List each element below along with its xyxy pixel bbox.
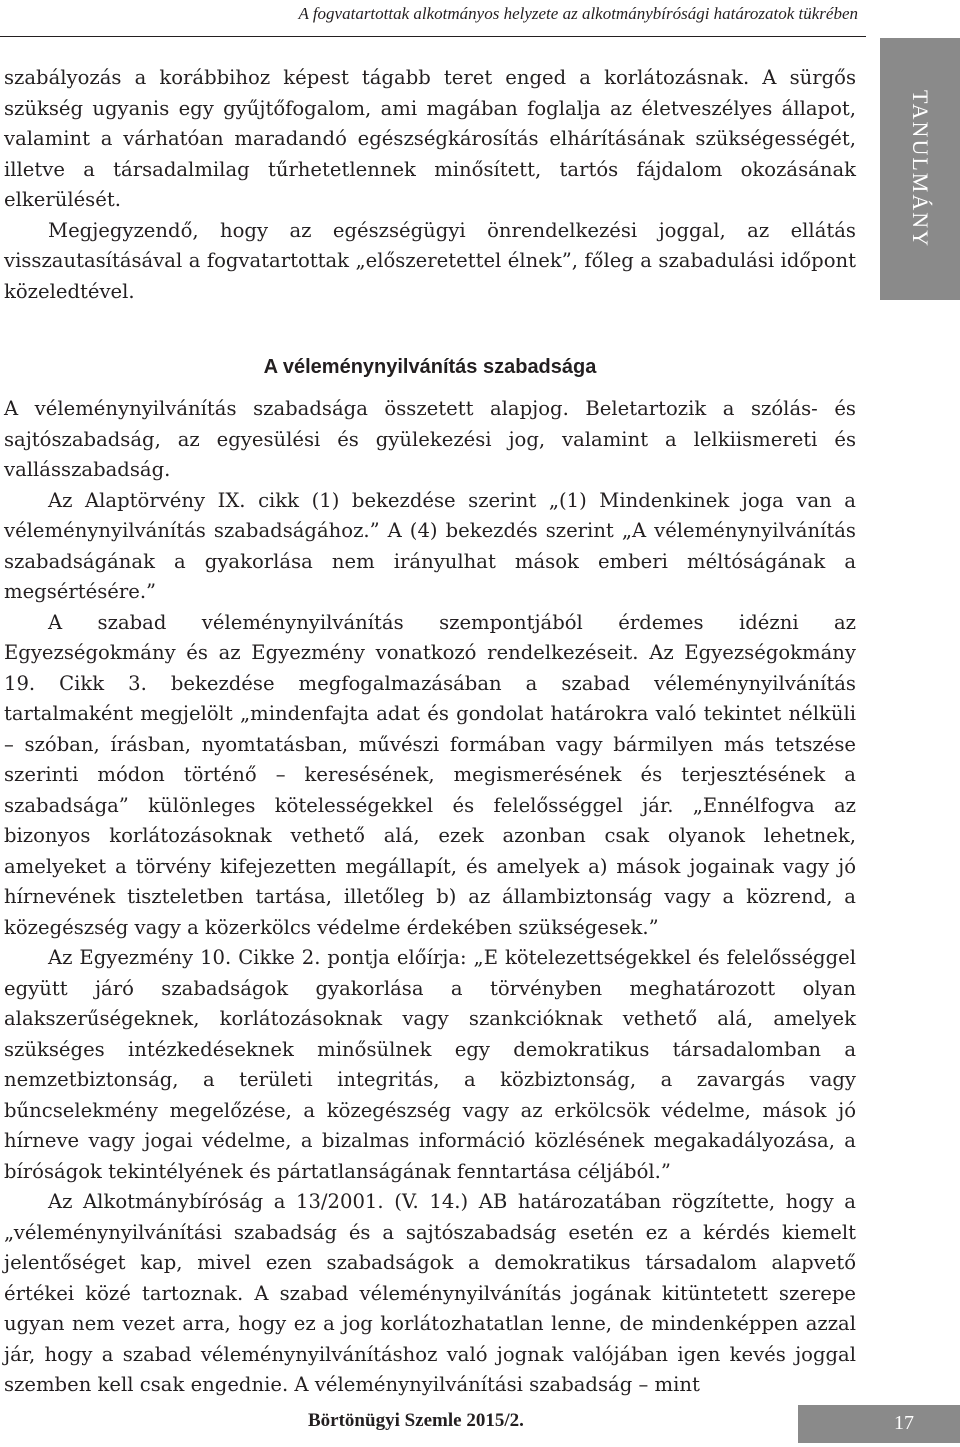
section-tab bbox=[880, 38, 960, 300]
body-paragraph-2: Az Alaptörvény IX. cikk (1) bekezdése szerint „(1) Mindenkinek joga van a véleménynyilvánítás szabadságához.” A (4) bekezdés szerint „A véleménynyilvánítás szabadságának a gyakorlása nem irányulhat mások emberi méltóságának a megsértésére.” bbox=[4, 488, 856, 603]
section-tab-label: TANULMÁNY bbox=[908, 89, 933, 249]
body-paragraph-1: A véleménynyilvánítás szabadsága összetett alapjog. Beletartozik a szólás- és sajtószabadság, az egyesülési és gyülekezési jog, valamint a lelkiismereti és vallásszabadság. bbox=[4, 397, 856, 481]
section-body bbox=[4, 394, 856, 1401]
running-header: A fogvatartottak alkotmányos helyzete az alkotmánybírósági határozatok tükrében bbox=[298, 4, 858, 23]
body-paragraph-4: Az Egyezmény 10. Cikke 2. pontja előírja: „E kötelezettségekkel és felelősséggel együtt járó szabadságok gyakorlása a törvényben meghatározott olyan alakszerűségeknek, korlátozásoknak vagy szankcióknak vethető alá, amelyek szükséges intézkedéseknek minősülnek egy demokratikus társadalomban a nemzetbiztonság, a területi integritás, a közbiztonság, a zavargás vagy bűncselekmény megelőzése, a közegészség vagy az erkölcsök védelme, mások jó hírneve vagy jogai védelme, a bizalmas információ közlésének megakadályozása, a bíróságok tekintélyének és pártatlanságának fenntartása céljából.” bbox=[4, 946, 856, 1183]
body-paragraph-5: Az Alkotmánybíróság a 13/2001. (V. 14.) AB határozatában rögzítette, hogy a „véleménynyilvánítási szabadság és a sajtószabadság esetén ez a kérdés kiemelt jelentőséget kap, mivel ezen szabadságok a demokratikus társadalom alapvető értékei közé tartoznak. A szabad véleménynyilvánítás jogának kitüntetett szerepe ugyan nem vezet arra, hogy ez a jog korlátozhatatlan lenne, de mindenképpen azzal jár, hogy a szabad véleménynyilvánításhoz való jognak valójában igen kevés joggal szemben kell csak engednie. A véleménynyilvánítási szabadság – mint bbox=[4, 1190, 856, 1396]
page-number: 17 bbox=[894, 1412, 914, 1434]
page-number-box bbox=[798, 1405, 960, 1443]
journal-footer: Börtönügyi Szemle 2015/2. bbox=[308, 1410, 524, 1431]
section-heading: A véleménynyilvánítás szabadsága bbox=[263, 356, 597, 378]
header-rule bbox=[0, 36, 866, 37]
intro-paragraph-1: szabályozás a korábbihoz képest tágabb teret enged a korlátozásnak. A sürgős szükség ugyanis egy gyűjtőfogalom, ami magában foglalja az életveszélyes állapot, valamint a várhatóan maradandó egészségkárosítás elhárításának szükségességét, illetve a társadalmilag tűrhetetlennek minősített, tartós fájdalom okozásának elkerülését. bbox=[4, 66, 856, 211]
intro-text bbox=[4, 63, 856, 307]
body-paragraph-3: A szabad véleménynyilvánítás szempontjából érdemes idézni az Egyezségokmány és az Egyezmény vonatkozó rendelkezéseit. Az Egyezségokmány 19. Cikk 3. bekezdése megfogalmazásában a szabad véleménynyilvánítás tartalmaként megjelölt „mindenfajta adat és gondolat határokra való tekintet nélküli – szóban, írásban, nyomtatásban, művészi formában vagy bármilyen más tetszése szerinti módon történő – keresésének, megismerésének és terjesztésének a szabadsága” különleges kötelességekkel és felelősséggel jár. „Ennélfogva az bizonyos korlátozásoknak vethető alá, ezek azonban csak olyanok lehetnek, amelyeket a törvény kifejezetten megállapít, és amelyek a) mások jogainak vagy jó hírnevének tiszteletben tartása, illetőleg b) az állambiztonság vagy a közrend, a közegészség vagy a közerkölcs védelme érdekében szükségesek.” bbox=[4, 610, 856, 939]
intro-paragraph-2: Megjegyzendő, hogy az egészségügyi önrendelkezési joggal, az ellátás visszautasításával a fogvatartottak „előszeretettel élnek”, főleg a szabadulási időpont közeledtével. bbox=[4, 218, 856, 303]
